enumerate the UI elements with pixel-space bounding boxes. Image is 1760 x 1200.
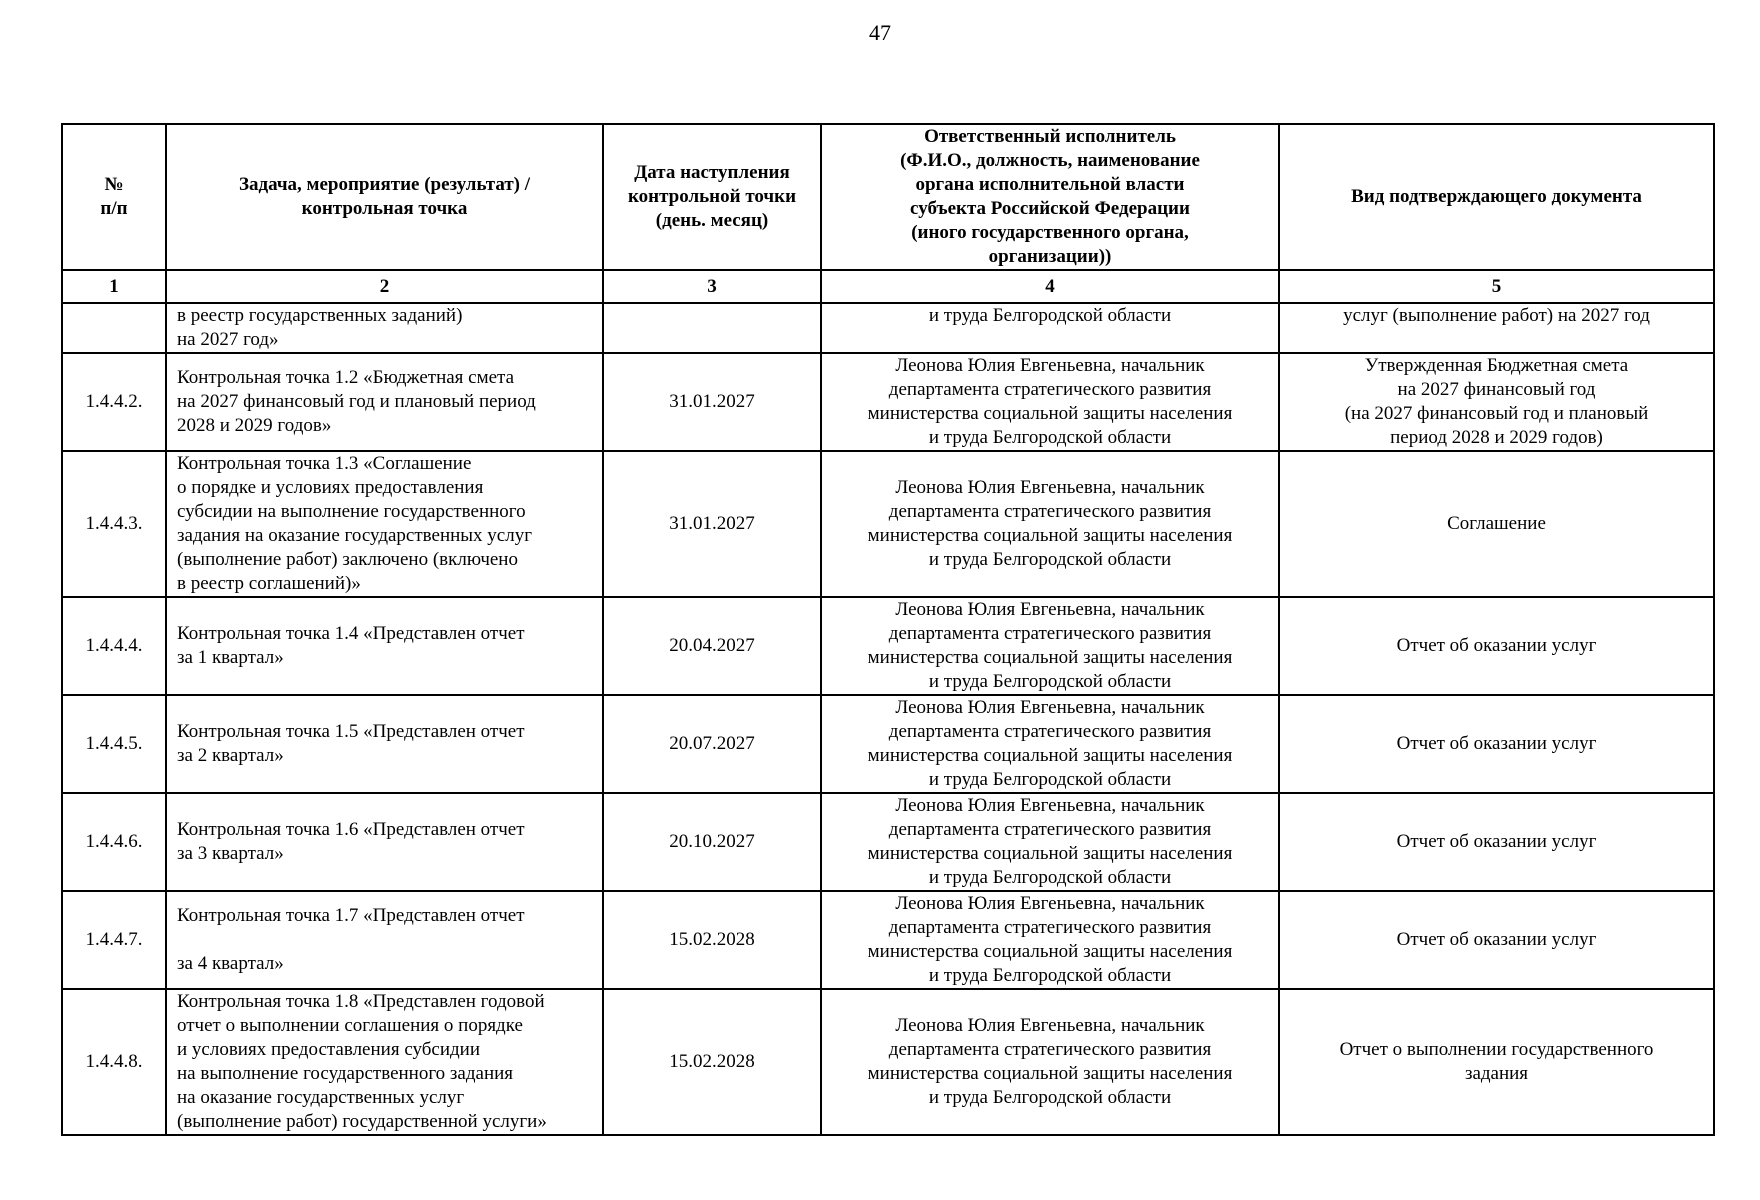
row-number: 1.4.4.8. bbox=[62, 989, 166, 1135]
row-date: 20.07.2027 bbox=[603, 695, 821, 793]
row-task: Контрольная точка 1.2 «Бюджетная смета на 2027 финансовый год и плановый период 2028 и 2029 годов» bbox=[166, 353, 603, 451]
row-date: 15.02.2028 bbox=[603, 891, 821, 989]
column-number: 3 bbox=[603, 270, 821, 303]
row-number: 1.4.4.4. bbox=[62, 597, 166, 695]
row-number: 1.4.4.5. bbox=[62, 695, 166, 793]
row-task: Контрольная точка 1.3 «Соглашение о порядке и условиях предоставления субсидии на выполнение государственного задания на оказание государственных услуг (выполнение работ) заключено (включено в реестр соглашений)» bbox=[166, 451, 603, 597]
row-number: 1.4.4.3. bbox=[62, 451, 166, 597]
header-task: Задача, мероприятие (результат) / контрольная точка bbox=[166, 124, 603, 270]
row-responsible: Леонова Юлия Евгеньевна, начальник департамента стратегического развития министерства социальной защиты населения и труда Белгородской области bbox=[821, 891, 1279, 989]
row-date: 20.10.2027 bbox=[603, 793, 821, 891]
row-number bbox=[62, 303, 166, 353]
column-number: 2 bbox=[166, 270, 603, 303]
row-responsible: Леонова Юлия Евгеньевна, начальник департамента стратегического развития министерства социальной защиты населения и труда Белгородской области bbox=[821, 353, 1279, 451]
row-task: Контрольная точка 1.6 «Представлен отчет за 3 квартал» bbox=[166, 793, 603, 891]
table-row bbox=[62, 891, 1714, 989]
row-number: 1.4.4.2. bbox=[62, 353, 166, 451]
row-date: 15.02.2028 bbox=[603, 989, 821, 1135]
table-row bbox=[62, 597, 1714, 695]
table-row bbox=[62, 303, 1714, 353]
row-document: Отчет об оказании услуг bbox=[1279, 597, 1714, 695]
row-number: 1.4.4.7. bbox=[62, 891, 166, 989]
row-document: Отчет о выполнении государственного задания bbox=[1279, 989, 1714, 1135]
row-task: Контрольная точка 1.7 «Представлен отчет за 4 квартал» bbox=[166, 891, 603, 989]
row-task: Контрольная точка 1.5 «Представлен отчет за 2 квартал» bbox=[166, 695, 603, 793]
row-date bbox=[603, 303, 821, 353]
row-date: 20.04.2027 bbox=[603, 597, 821, 695]
table-row bbox=[62, 695, 1714, 793]
header-number: № п/п bbox=[62, 124, 166, 270]
table-row bbox=[62, 451, 1714, 597]
page-number: 47 bbox=[869, 20, 891, 45]
header-document: Вид подтверждающего документа bbox=[1279, 124, 1714, 270]
row-responsible: Леонова Юлия Евгеньевна, начальник департамента стратегического развития министерства социальной защиты населения и труда Белгородской области bbox=[821, 989, 1279, 1135]
row-task: Контрольная точка 1.4 «Представлен отчет за 1 квартал» bbox=[166, 597, 603, 695]
header-responsible: Ответственный исполнитель (Ф.И.О., должность, наименование органа исполнительной власти субъекта Российской Федерации (иного государственного органа, организации)) bbox=[821, 124, 1279, 270]
row-document: услуг (выполнение работ) на 2027 год bbox=[1279, 303, 1714, 353]
row-responsible: Леонова Юлия Евгеньевна, начальник департамента стратегического развития министерства социальной защиты населения и труда Белгородской области bbox=[821, 451, 1279, 597]
row-responsible: Леонова Юлия Евгеньевна, начальник департамента стратегического развития министерства социальной защиты населения и труда Белгородской области bbox=[821, 793, 1279, 891]
control-points-table bbox=[61, 123, 1715, 1136]
row-task: Контрольная точка 1.8 «Представлен годовой отчет о выполнении соглашения о порядке и условиях предоставления субсидии на выполнение государственного задания на оказание государственных услуг (выполнение работ) государственной услуги» bbox=[166, 989, 603, 1135]
row-number: 1.4.4.6. bbox=[62, 793, 166, 891]
table-row bbox=[62, 353, 1714, 451]
row-responsible: и труда Белгородской области bbox=[821, 303, 1279, 353]
row-document: Утвержденная Бюджетная смета на 2027 финансовый год (на 2027 финансовый год и плановый период 2028 и 2029 годов) bbox=[1279, 353, 1714, 451]
row-document: Соглашение bbox=[1279, 451, 1714, 597]
column-number: 5 bbox=[1279, 270, 1714, 303]
column-number: 4 bbox=[821, 270, 1279, 303]
table-row bbox=[62, 793, 1714, 891]
row-responsible: Леонова Юлия Евгеньевна, начальник департамента стратегического развития министерства социальной защиты населения и труда Белгородской области bbox=[821, 597, 1279, 695]
row-document: Отчет об оказании услуг bbox=[1279, 793, 1714, 891]
row-date: 31.01.2027 bbox=[603, 353, 821, 451]
row-document: Отчет об оказании услуг bbox=[1279, 695, 1714, 793]
column-number: 1 bbox=[62, 270, 166, 303]
table-header-row bbox=[62, 124, 1714, 270]
table-row bbox=[62, 989, 1714, 1135]
row-task: в реестр государственных заданий) на 2027 год» bbox=[166, 303, 603, 353]
row-date: 31.01.2027 bbox=[603, 451, 821, 597]
column-number-row bbox=[62, 270, 1714, 303]
row-document: Отчет об оказании услуг bbox=[1279, 891, 1714, 989]
row-responsible: Леонова Юлия Евгеньевна, начальник департамента стратегического развития министерства социальной защиты населения и труда Белгородской области bbox=[821, 695, 1279, 793]
header-date: Дата наступления контрольной точки (день. месяц) bbox=[603, 124, 821, 270]
